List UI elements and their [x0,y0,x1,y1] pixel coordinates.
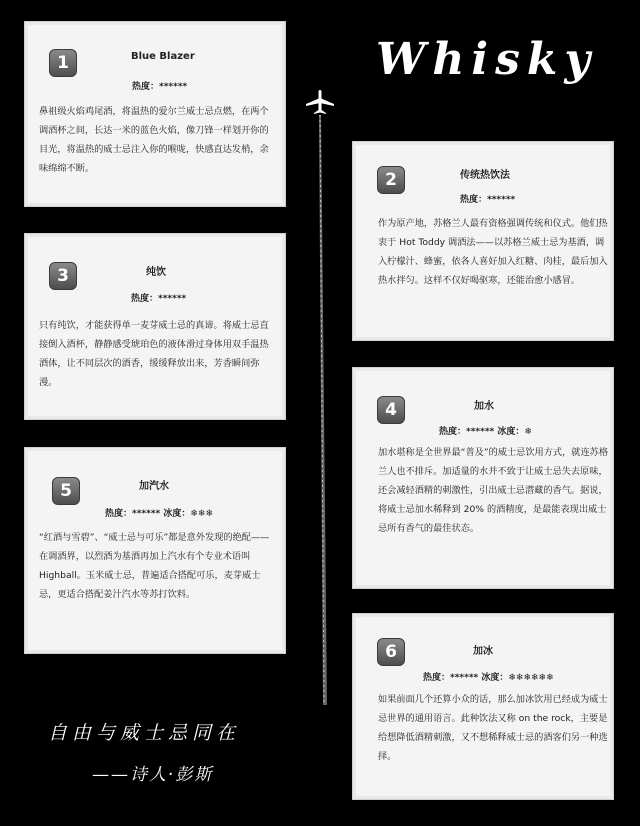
page-title: Whisky [376,34,597,85]
card-body: 作为原产地，苏格兰人最有资格强调传统和仪式。他们热衷于 Hot Toddy 调酒法——以苏格兰威士忌为基酒，调入柠檬汁、蜂蜜，依各人喜好加入红糖、肉桂，最后加入热水拌匀。这样不仅好喝驱寒，还能治愈小感冒。 [378,218,608,286]
card-number-badge: 5 [52,477,80,505]
card-body: 加水堪称是全世界最“普及”的威士忌饮用方式，就连苏格兰人也不排斥。加适量的水并不致于让威士忌失去原味，还会减轻酒精的刺激性，引出威士忌潜藏的香气。据说，将威士忌加水稀释到 20% 的酒精度，是最能表现出威士忌所有香气的最佳状态。 [378,447,609,534]
card-heat: 热度：****** 冰度：❄❄❄❄❄❄ [423,673,554,683]
card-1 [24,21,286,207]
card-heat: 热度：****** 冰度：❄❄❄ [105,509,213,519]
card-body: 鼻祖级火焰鸡尾酒，将温热的爱尔兰威士忌点燃，在两个调酒杯之间，长达一米的蓝色火焰，像刀锋一样划开你的目光，将温热的威士忌注入你的喉咙，快感直达发梢，余味绵绵不断。 [39,106,269,174]
card-body: 只有纯饮，才能获得单一麦芽威士忌的真谛。将威士忌直接倒入酒杯，静静感受琥珀色的液体滑过身体用双手温热酒体，让不同层次的酒香，缓缓释放出来，芳香瞬间弥漫。 [39,320,269,388]
card-number-badge: 2 [377,166,405,194]
card-heat: 热度：****** 冰度：❄ [439,427,532,437]
card-body: 如果前面几个还算小众的话，那么加冰饮用已经成为威士忌世界的通用语言。此种饮法又称 on the rock，主要是给想降低酒精刺激，又不想稀释威士忌的酒客们另一种选择。 [378,694,608,762]
card-heat: 热度：****** [460,195,516,205]
card-number-badge: 4 [377,396,405,424]
footer-quote: 自由与威士忌同在 [48,722,241,744]
card-6 [352,613,614,800]
card-title: 纯饮 [146,267,166,278]
card-number-badge: 1 [49,49,77,77]
footer-poet: ——诗人·彭斯 [92,765,214,785]
card-title: Blue Blazer [131,51,195,62]
card-title: 传统热饮法 [460,170,510,181]
card-title: 加冰 [473,646,493,657]
card-2 [352,141,614,341]
card-body: “红酒与雪碧”、“威士忌与可乐”都是意外发现的绝配——在调酒界，以烈酒为基酒再加上汽水有个专业术语叫 Highball。玉米威士忌，普遍适合搭配可乐，麦芽威士忌，更适合搭配姜汁汽水等苏打饮料。 [39,532,270,600]
card-5 [24,447,286,654]
card-4 [352,367,614,589]
card-3 [24,233,286,420]
airplane-icon [306,90,334,114]
airplane-trail [300,85,360,715]
card-title: 加汽水 [139,481,169,492]
card-heat: 热度：****** [132,82,188,92]
card-title: 加水 [474,401,494,412]
card-number-badge: 3 [49,262,77,290]
card-heat: 热度：****** [131,294,187,304]
card-number-badge: 6 [377,638,405,666]
